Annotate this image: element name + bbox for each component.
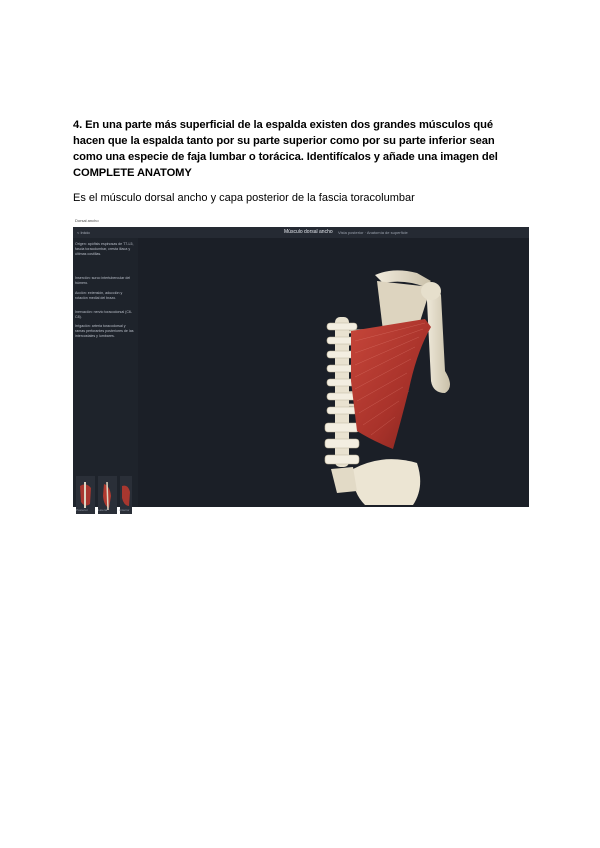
app-subtitle: Vista posterior · Anatomía de superficie	[338, 229, 408, 235]
app-top-bar	[73, 227, 529, 238]
thumbnail-label: Lateral	[98, 508, 108, 512]
question-text	[73, 117, 533, 181]
question-line: como una especie de faja lumbar o torácica. Identifícalos y añade una imagen del	[73, 151, 498, 163]
complete-anatomy-screenshot	[73, 227, 529, 512]
latissimus-dorsi-muscle	[351, 319, 431, 449]
sidebar-paragraph: Acción: extensión, aducción y rotación medial del brazo.	[75, 291, 123, 300]
humerus	[425, 285, 450, 393]
question-line: COMPLETE ANATOMY	[73, 167, 192, 179]
pelvis	[353, 459, 420, 505]
question-line: 4. En una parte más superficial de la espalda existen dos grandes músculos qué	[73, 119, 493, 131]
anatomy-model[interactable]	[313, 261, 493, 507]
sidebar-paragraph: Inserción: surco intertubercular del húmero.	[75, 276, 131, 285]
sidebar-paragraph: Irrigación: arteria toracodorsal y ramas perforantes posteriores de las intercostales y lumbares.	[75, 324, 134, 338]
thumbnail-label: Anterior	[119, 508, 130, 512]
thumbnail-label: Posterior	[76, 508, 89, 512]
image-caption: Dorsal ancho	[75, 218, 99, 223]
app-title: Músculo dorsal ancho	[284, 229, 333, 235]
question-line: hacen que la espalda tanto por su parte superior como por su parte inferior sean	[73, 135, 495, 147]
answer-text: Es el músculo dorsal ancho y capa posterior de la fascia toracolumbar	[73, 192, 415, 204]
back-button[interactable]: < Inicio	[77, 230, 90, 235]
sidebar-paragraph: Origen: apófisis espinosas de T7-L5, fascia toracolumbar, cresta ilíaca y últimas costillas.	[75, 242, 134, 256]
info-sidebar	[73, 238, 138, 512]
sidebar-paragraph: Inervación: nervio toracodorsal (C6-C8).	[75, 310, 133, 319]
